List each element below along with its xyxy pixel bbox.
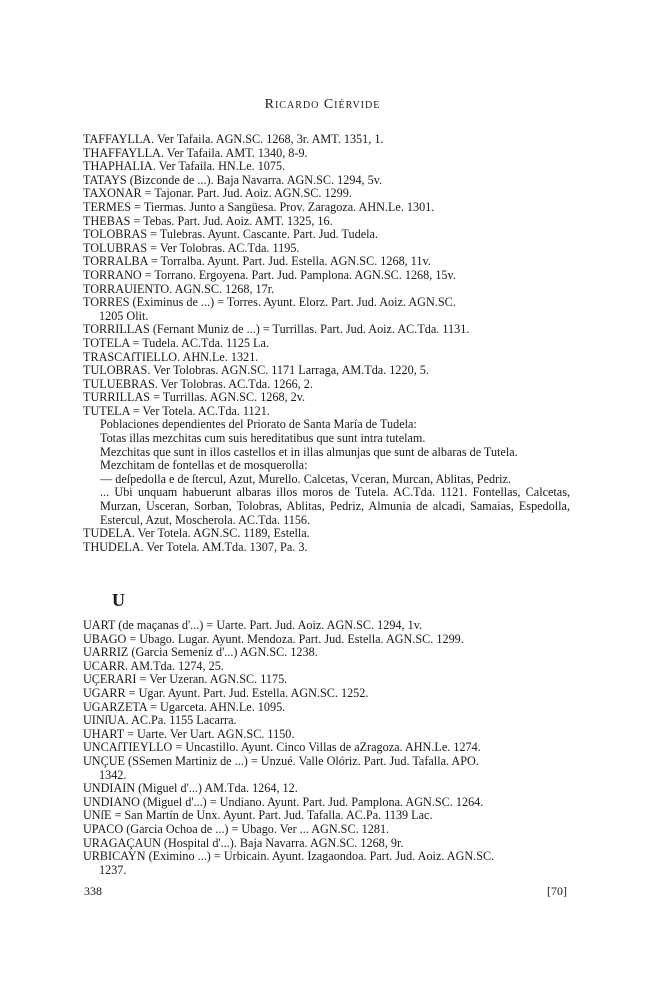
entry-text: UNCAſTIEYLLO = Uncastillo. Ayunt. Cinco Villas de aZragoza. AHN.Le. 1274. <box>83 740 481 755</box>
note-paragraph: ... Ubi unquam habuerunt albaras illos moros de Tutela. AC.Tda. 1121. Fontellas, Calcetas, Murzan, Usceran, Sorban, Tolobras, Ablitas, Pedriz, Almunia de alcadi, Samaias, Espedolla, Estercul, Azut, Moscherola. AC.Tda. 1156. <box>100 485 570 527</box>
entry-text: TAXONAR = Tajonar. Part. Jud. Aoiz. AGN.SC. 1299. <box>83 186 352 201</box>
index-entry <box>84 351 570 365</box>
entry-text: UGARR = Ugar. Ayunt. Part. Jud. Estella. AGN.SC. 1252. <box>83 685 369 700</box>
page-number: 338 <box>84 884 102 898</box>
entry-text: UARRIZ (Garcia Semeniz d'...) AGN.SC. 1238. <box>83 645 318 660</box>
entry-text: UBAGO = Ubago. Lugar. Ayunt. Mendoza. Part. Jud. Estella. AGN.SC. 1299. <box>83 631 464 646</box>
entry-text: UHART = Uarte. Ver Uart. AGN.SC. 1150. <box>83 726 295 741</box>
index-entry <box>84 660 570 674</box>
index-entry <box>84 242 570 256</box>
entry-text: TORRALBA = Torralba. Ayunt. Part. Jud. Estella. AGN.SC. 1268, 11v. <box>83 254 431 269</box>
entry-text: UNDIANO (Miguel d'...) = Undiano. Ayunt. Part. Jud. Pamplona. AGN.SC. 1264. <box>83 794 484 809</box>
index-entry <box>84 391 570 405</box>
index-entry <box>84 619 570 633</box>
entry-continuation: 1342. <box>99 767 127 782</box>
entry-text: TUDELA. Ver Totela. AGN.SC. 1189, Estella. <box>83 526 310 541</box>
entry-text: UNÇUE (SSemen Martiniz de ...) = Unzué. Valle Olóriz. Part. Jud. Tafalla. APO. <box>83 753 479 768</box>
index-entry <box>84 201 570 215</box>
entry-text: TORRANO = Torrano. Ergoyena. Part. Jud. Pamplona. AGN.SC. 1268, 15v. <box>83 267 456 282</box>
note-paragraph: Totas illas mezchitas cum suis hereditatibus que sunt intra tutelam. <box>100 431 426 446</box>
note-paragraph: Mezchitam de fontellas et de mosquerolla: <box>100 458 308 473</box>
index-entry <box>84 823 570 837</box>
index-entry <box>84 405 570 419</box>
index-entry <box>84 527 570 541</box>
index-entry <box>84 255 570 269</box>
entry-text: TORRILLAS (Fernant Muniz de ...) = Turrillas. Part. Jud. Aoiz. AC.Tda. 1131. <box>83 322 470 337</box>
entry-text: TATAYS (Bizconde de ...). Baja Navarra. AGN.SC. 1294, 5v. <box>83 172 383 187</box>
note-paragraph: — deſpedolla e de ſtercul, Azut, Murello. Calcetas, Vceran, Murcan, Ablitas, Pedriz. <box>100 471 511 486</box>
entry-text: THAFFAYLLA. Ver Tafaila. AMT. 1340, 8-9. <box>83 145 308 160</box>
entry-continuation: 1205 Olit. <box>99 308 149 323</box>
index-entry <box>84 174 570 188</box>
entry-text: TOLOBRAS = Tulebras. Ayunt. Cascante. Part. Jud. Tudela. <box>83 227 378 242</box>
entry-text: URAGAÇAUN (Hospital d'...). Baja Navarra. AGN.SC. 1268, 9r. <box>83 835 404 850</box>
entries-t <box>84 133 570 554</box>
index-entry <box>84 809 570 823</box>
entry-text: UÇERARI = Ver Uzeran. AGN.SC. 1175. <box>83 672 288 687</box>
entry-text: TOLUBRAS = Ver Tolobras. AC.Tda. 1195. <box>83 240 300 255</box>
entry-continuation: 1237. <box>99 862 127 877</box>
note-paragraph: Poblaciones dependientes del Priorato de Santa María de Tudela: <box>100 417 417 432</box>
index-entry <box>84 364 570 378</box>
entry-text: URBICAYN (Eximino ...) = Urbicain. Ayunt. Izagaondoa. Part. Jud. Aoiz. AGN.SC. <box>83 849 495 864</box>
entries-u <box>84 619 570 877</box>
running-header: Ricardo Ciérvide <box>264 97 381 112</box>
index-entry <box>84 728 570 742</box>
index-entry <box>84 269 570 283</box>
index-entry <box>84 283 570 297</box>
note-paragraph: Mezchitas que sunt in illos castellos et in illas almunjas que sunt de albaras de Tutela. <box>100 444 518 459</box>
index-entry <box>84 714 570 728</box>
entry-text: UNſE = San Martín de Unx. Ayunt. Part. Jud. Tafalla. AC.Pa. 1139 Lac. <box>83 808 433 823</box>
index-entry <box>84 147 570 161</box>
entry-text: UNDIAIN (Miguel d'...) AM.Tda. 1264, 12. <box>83 781 298 796</box>
index-entry <box>84 673 570 687</box>
entry-text: TERMES = Tiermas. Junto a Sangüesa. Prov. Zaragoza. AHN.Le. 1301. <box>83 199 435 214</box>
entry-text: UCARR. AM.Tda. 1274, 25. <box>83 658 224 673</box>
index-entry <box>84 796 570 810</box>
index-entry <box>84 782 570 796</box>
entry-text: UGARZETA = Ugarceta. AHN.Le. 1095. <box>83 699 286 714</box>
index-entry <box>84 378 570 392</box>
index-entry <box>84 741 570 755</box>
entry-text: TUTELA = Ver Totela. AC.Tda. 1121. <box>83 403 270 418</box>
entry-text: UINſUA. AC.Pa. 1155 Lacarra. <box>83 713 237 728</box>
section-letter: U <box>112 590 125 610</box>
index-entry <box>84 687 570 701</box>
index-entry <box>84 755 570 782</box>
entry-text: UPACO (Garcia Ochoa de ...) = Ubago. Ver ... AGN.SC. 1281. <box>83 821 390 836</box>
index-entry <box>84 228 570 242</box>
entry-text: THAPHALIA. Ver Tafaila. HN.Le. 1075. <box>83 159 286 174</box>
entry-text: UART (de maçanas d'...) = Uarte. Part. Jud. Aoiz. AGN.SC. 1294, 1v. <box>83 618 423 632</box>
index-entry <box>84 215 570 229</box>
entry-text: TURRILLAS = Turrillas. AGN.SC. 1268, 2v. <box>83 390 306 405</box>
entry-text: THUDELA. Ver Totela. AM.Tda. 1307, Pa. 3. <box>83 539 308 554</box>
entry-text: TULOBRAS. Ver Tolobras. AGN.SC. 1171 Larraga, AM.Tda. 1220, 5. <box>83 363 429 378</box>
bracket-page-number: [70] <box>547 884 567 898</box>
index-entry <box>84 337 570 351</box>
index-entry <box>84 323 570 337</box>
index-entry <box>84 133 570 147</box>
index-entry <box>84 160 570 174</box>
entry-text: TORRES (Eximinus de ...) = Torres. Ayunt. Elorz. Part. Jud. Aoiz. AGN.SC. <box>83 295 456 310</box>
entry-text: TORRAUIENTO. AGN.SC. 1268, 17r. <box>83 281 275 296</box>
index-entry <box>84 633 570 647</box>
entry-text: TAFFAYLLA. Ver Tafaila. AGN.SC. 1268, 3r. AMT. 1351, 1. <box>83 132 384 146</box>
index-entry <box>84 296 570 323</box>
entry-text: TOTELA = Tudela. AC.Tda. 1125 La. <box>83 335 269 350</box>
index-entry <box>84 187 570 201</box>
index-entry <box>84 837 570 851</box>
entry-text: TRASCAſTIELLO. AHN.Le. 1321. <box>83 349 259 364</box>
index-entry <box>84 541 570 555</box>
entry-text: TULUEBRAS. Ver Tolobras. AC.Tda. 1266, 2. <box>83 376 313 391</box>
entry-text: THEBAS = Tebas. Part. Jud. Aoiz. AMT. 1325, 16. <box>83 213 333 228</box>
index-entry <box>84 701 570 715</box>
index-entry <box>84 850 570 877</box>
index-entry <box>84 646 570 660</box>
tutela-notes <box>84 418 570 527</box>
